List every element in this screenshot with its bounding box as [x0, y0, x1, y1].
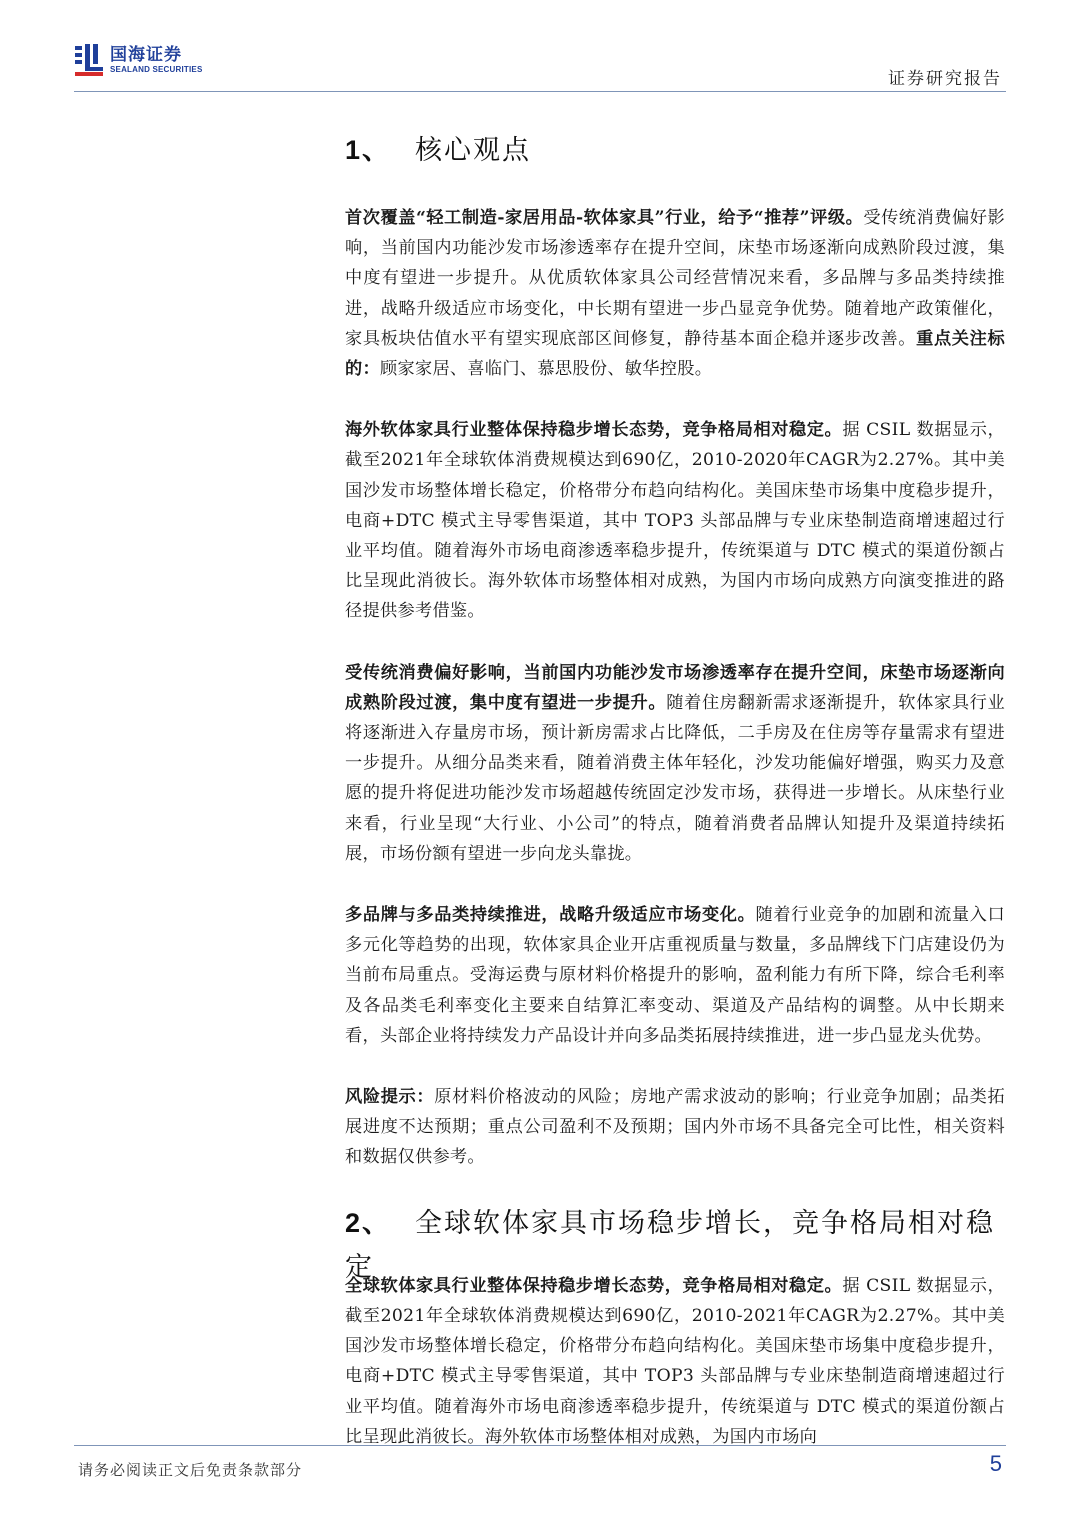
section-number: 2、 — [345, 1207, 392, 1238]
paragraph-lead: 多品牌与多品类持续推进，战略升级适应市场变化。 — [345, 905, 756, 926]
report-type-label: 证券研究报告 — [888, 69, 1002, 89]
paragraph-lead: 海外软体家具行业整体保持稳步增长态势，竞争格局相对稳定。 — [345, 420, 843, 441]
page-header — [0, 0, 1080, 110]
paragraph — [345, 658, 1005, 869]
paragraph-lead: 风险提示： — [345, 1087, 435, 1108]
sealand-logo-icon — [74, 43, 104, 77]
paragraph-body: 受传统消费偏好影响，当前国内功能沙发市场渗透率存在提升空间，床垫市场逐渐向成熟阶段过渡，集中度有望进一步提升。从优质软体家具公司经营情况来看，多品牌与多品类持续推进，战略升级适应市场变化，中长期有望进一步凸显竞争优势。随着地产政策催化，家具板块估值水平有望实现底部区间修复，静待基本面企稳并逐步改善。 — [345, 208, 1005, 349]
paragraph-body: 原材料价格波动的风险；房地产需求波动的影响；行业竞争加剧；品类拓展进度不达预期；重点公司盈利不及预期；国内外市场不具备完全可比性，相关资料和数据仅供参考。 — [345, 1087, 1005, 1168]
logo-english-name: SEALAND SECURITIES — [110, 65, 203, 74]
paragraph-body: 据 CSIL 数据显示，截至2021年全球软体消费规模达到690亿，2010-2020年CAGR为2.27%。其中美国沙发市场整体增长稳定，价格带分布趋向结构化。美国床垫市场集中度稳步提升，电商+DTC 模式主导零售渠道，其中 TOP3 头部品牌与专业床垫制造商增速超过行业平均值。随着海外市场电商渗透率稳步提升，传统渠道与 DTC 模式的渠道份额占比呈现此消彼长。海外软体市场整体相对成熟，为国内市场向成熟方向演变推进的路径提供参考借鉴。 — [345, 420, 1006, 622]
page-number: 5 — [989, 1451, 1002, 1476]
paragraph-lead: 受传统消费偏好影响，当前国内功能沙发市场渗透率存在提升空间，床垫市场逐渐向成熟阶段过渡，集中度有望进一步提升。 — [345, 662, 1005, 713]
paragraph-body: 随着行业竞争的加剧和流量入口多元化等趋势的出现，软体家具企业开店重视质量与数量，多品牌线下门店建设仍为当前布局重点。受海运费与原材料价格提升的影响，盈利能力有所下降，综合毛利率及各品类毛利率变化主要来自结算汇率变动、渠道及产品结构的调整。从中长期来看，头部企业将持续发力产品设计并向多品类拓展持续推进，进一步凸显龙头优势。 — [345, 905, 1006, 1046]
risk-warning-paragraph — [345, 1082, 1005, 1173]
company-logo — [74, 40, 203, 80]
paragraph-lead: 全球软体家具行业整体保持稳步增长态势，竞争格局相对稳定。 — [345, 1275, 843, 1296]
paragraph — [345, 203, 1005, 384]
paragraph-tail: 顾家家居、喜临门、慕思股份、敏华控股。 — [379, 359, 713, 380]
footer-disclaimer: 请务必阅读正文后免责条款部分 — [78, 1461, 303, 1479]
section-number: 1、 — [345, 135, 392, 165]
logo-chinese-name: 国海证券 — [110, 45, 182, 65]
paragraph — [345, 1271, 1005, 1452]
paragraph-lead: 首次覆盖“轻工制造-家居用品-软体家具”行业，给予“推荐”评级。 — [345, 208, 864, 228]
section-title-text: 全球软体家具市场稳步增长，竞争格局相对稳定 — [345, 1207, 996, 1283]
footer-divider — [74, 1445, 1006, 1446]
main-content — [345, 128, 1005, 1452]
section-2-title — [345, 1201, 1005, 1283]
paragraph — [345, 900, 1005, 1051]
paragraph-body: 据 CSIL 数据显示，截至2021年全球软体消费规模达到690亿，2010-2021年CAGR为2.27%。其中美国沙发市场整体增长稳定，价格带分布趋向结构化。美国床垫市场集中度稳步提升，电商+DTC 模式主导零售渠道，其中 TOP3 头部品牌与专业床垫制造商增速超过行业平均值。随着海外市场电商渗透率稳步提升，传统渠道与 DTC 模式的渠道份额占比呈现此消彼长。海外软体市场整体相对成熟，为国内市场向 — [345, 1275, 1006, 1447]
header-divider — [74, 91, 1006, 92]
paragraph-tail-lead: 重点关注标的： — [345, 328, 1005, 380]
paragraph — [345, 415, 1005, 626]
section-title-text: 核心观点 — [415, 135, 532, 166]
paragraph-body: 随着住房翻新需求逐渐提升，软体家具行业将逐渐进入存量房市场，预计新房需求占比降低，二手房及在住房等存量需求有望进一步提升。从细分品类来看，随着消费主体年轻化，沙发功能偏好增强，购买力及意愿的提升将促进功能沙发市场超越传统固定沙发市场，获得进一步增长。从床垫行业来看，行业呈现“大行业、小公司”的特点，随着消费者品牌认知提升及渠道持续拓展，市场份额有望进一步向龙头靠拢。 — [345, 692, 1006, 864]
section-1-title — [345, 128, 1005, 172]
